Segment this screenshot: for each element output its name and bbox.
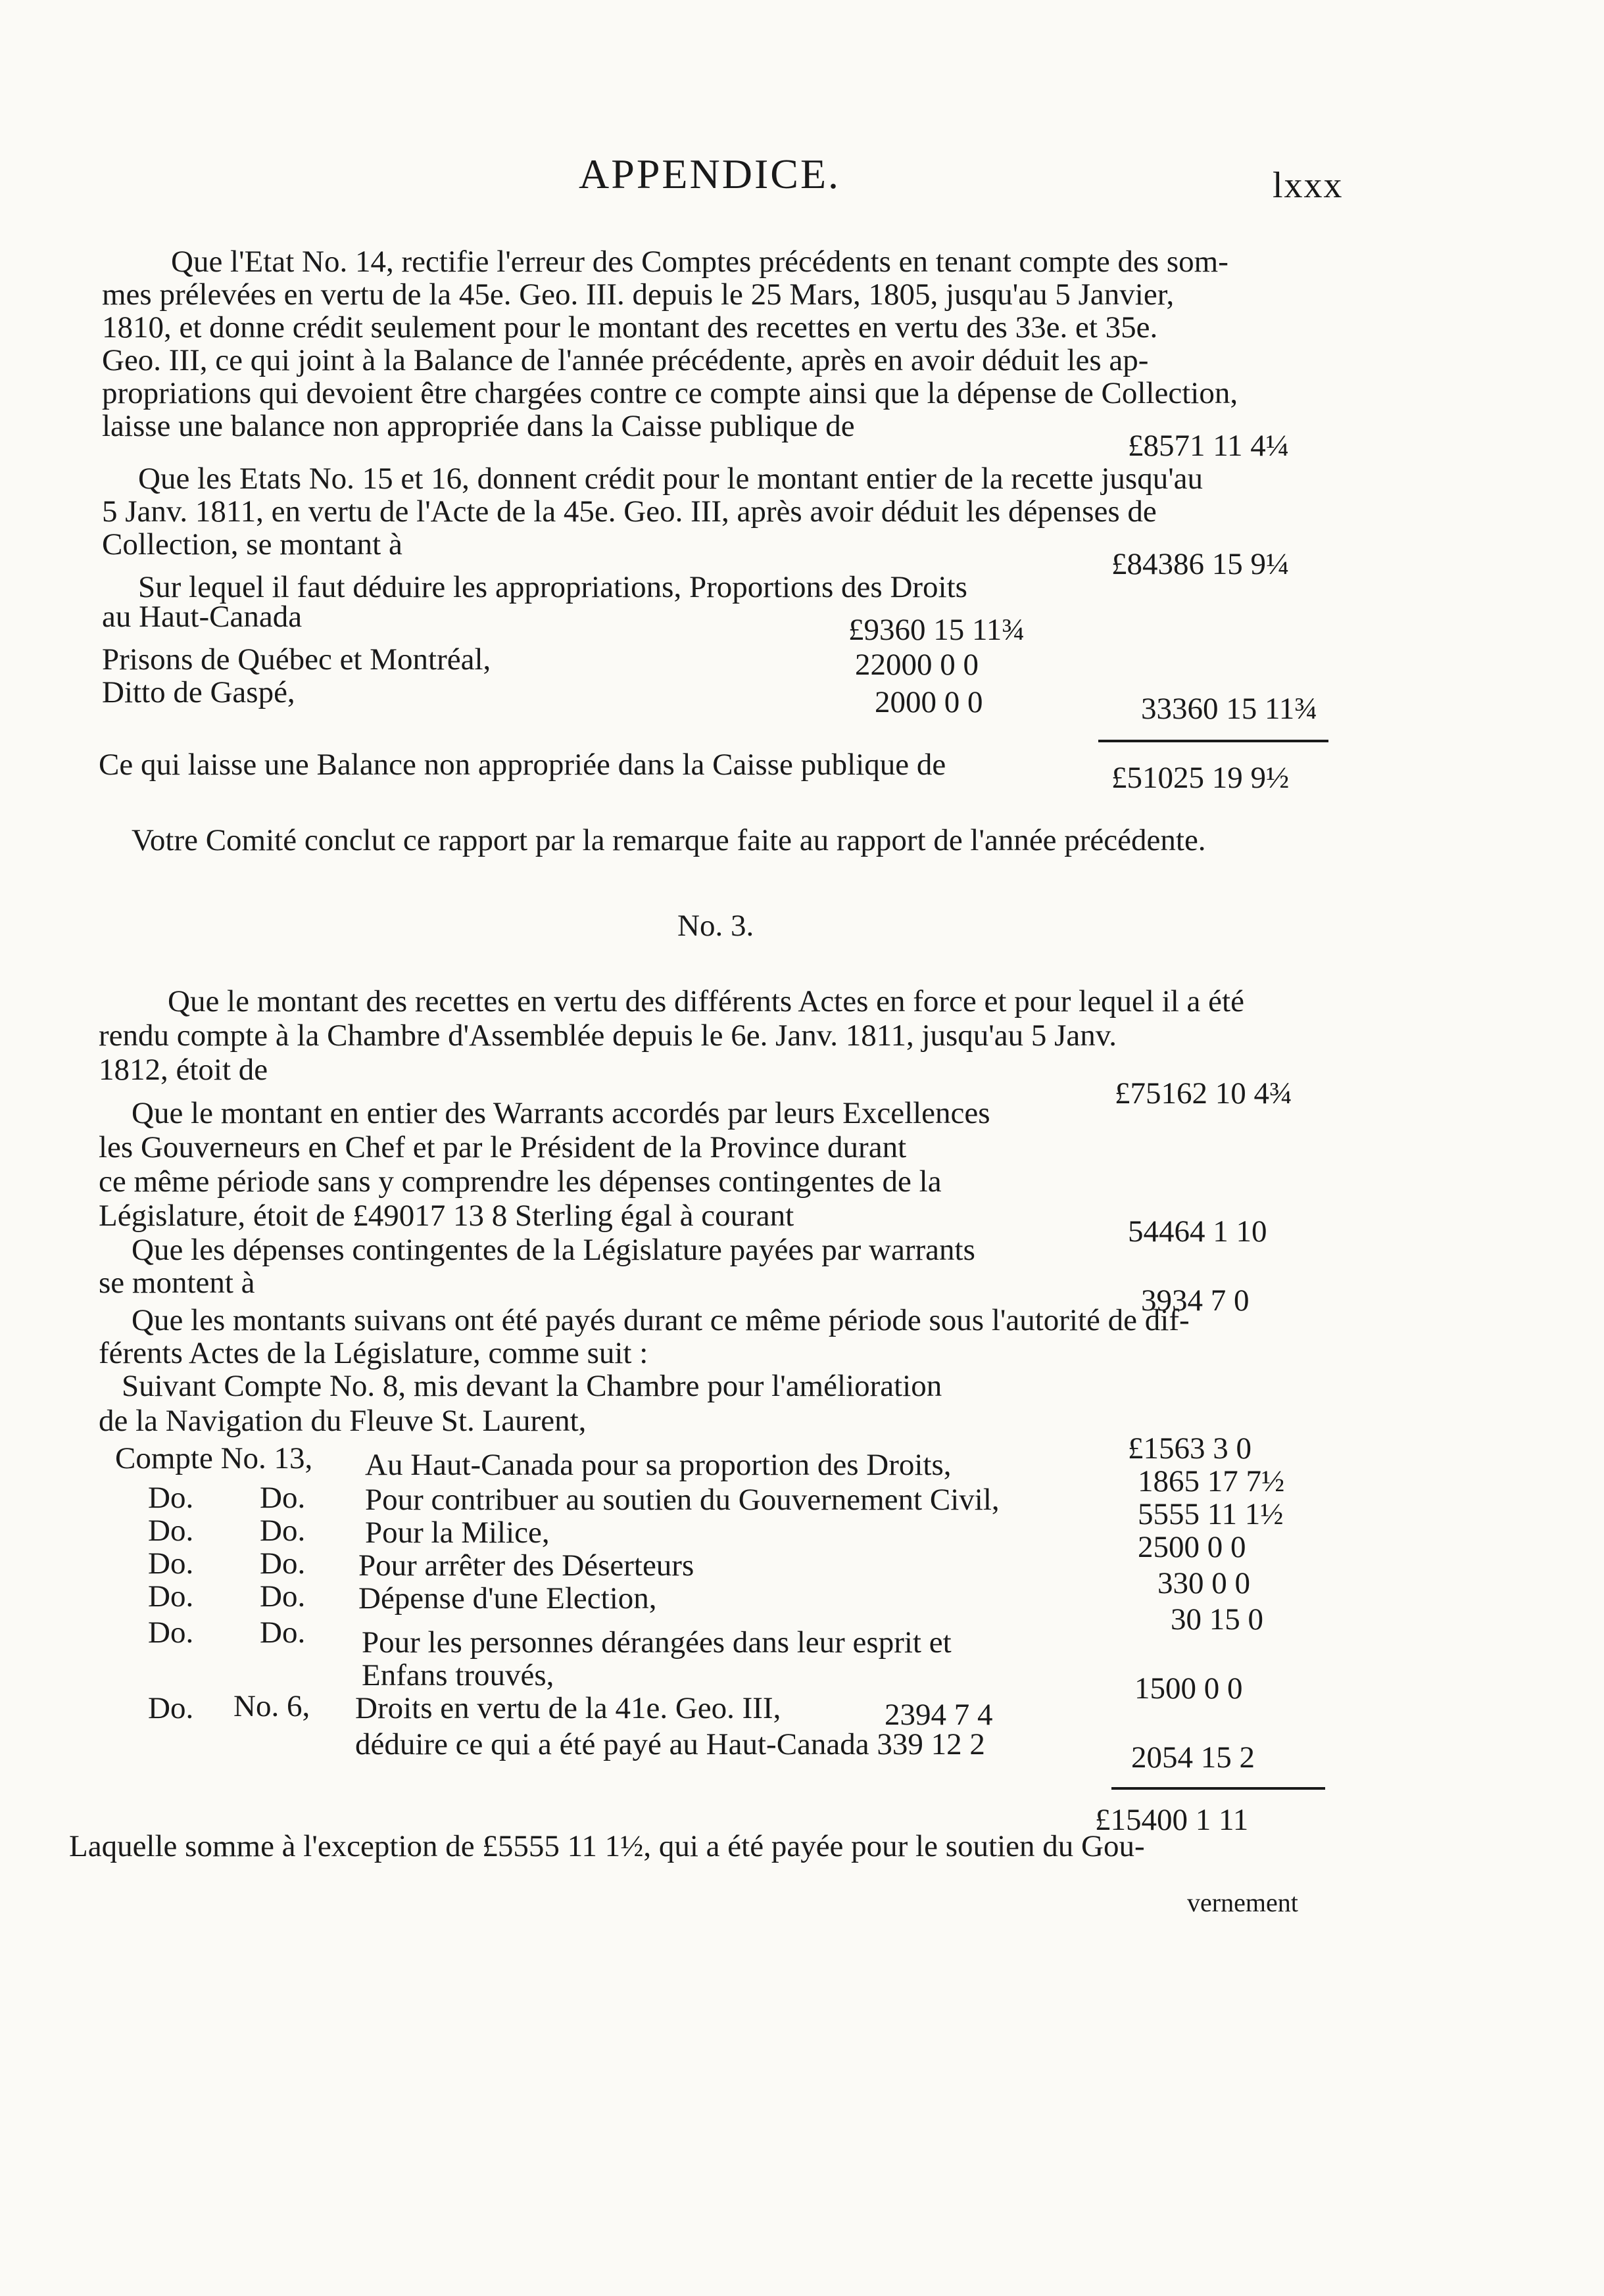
paragraph-line: 1812, étoit de (99, 1053, 268, 1087)
line-label: Prisons de Québec et Montréal, (102, 642, 491, 677)
account-desc: déduire ce qui a été payé au Haut-Canada 339 12 2 (355, 1727, 985, 1761)
amount: 1865 17 7½ (1138, 1464, 1285, 1498)
amount: 30 15 0 (1171, 1602, 1263, 1637)
line-label: Ditto de Gaspé, (102, 675, 295, 709)
amount: 2054 15 2 (1131, 1740, 1255, 1775)
account-ref: Do. (148, 1514, 194, 1548)
paragraph-line: Que le montant en entier des Warrants accordés par leurs Excellences (132, 1096, 990, 1130)
amount: 1500 0 0 (1134, 1671, 1243, 1706)
amount: 2000 0 0 (875, 685, 983, 719)
amount: 2500 0 0 (1138, 1530, 1246, 1564)
paragraph-line: les Gouverneurs en Chef et par le Président de la Province durant (99, 1130, 907, 1164)
account-ref: Do. (260, 1514, 306, 1548)
paragraph-line: de la Navigation du Fleuve St. Laurent, (99, 1404, 587, 1438)
paragraph-line: propriations qui devoient être chargées contre ce compte ainsi que la dépense de Collection, (102, 376, 1238, 410)
account-ref: Do. (148, 1615, 194, 1650)
page-number: lxxx (1273, 165, 1344, 206)
amount: 22000 0 0 (855, 648, 979, 682)
paragraph-line: férents Actes de la Législature, comme suit : (99, 1336, 648, 1370)
amount: £9360 15 11¾ (848, 613, 1025, 647)
section-heading: No. 3. (677, 909, 754, 943)
amount: 5555 11 1½ (1138, 1497, 1284, 1531)
amount: 3934 7 0 (1141, 1283, 1250, 1318)
conclusion-line: Votre Comité conclut ce rapport par la remarque faite au rapport de l'année précédente. (132, 823, 1206, 857)
grand-total: £15400 1 11 (1095, 1803, 1249, 1837)
account-ref: Compte No. 13, (115, 1441, 313, 1475)
amount: £8571 11 4¼ (1128, 429, 1290, 463)
account-desc: Pour arrêter des Déserteurs (358, 1548, 694, 1583)
paragraph-line: Que les montants suivans ont été payés durant ce même période sous l'autorité de dif- (132, 1303, 1190, 1337)
paragraph-line: Sur lequel il faut déduire les appropriations, Proportions des Droits (138, 570, 967, 604)
paragraph-line: Geo. III, ce qui joint à la Balance de l'année précédente, après en avoir déduit les ap- (102, 343, 1149, 377)
amount: £84386 15 9¼ (1111, 547, 1290, 581)
account-ref: Do. (148, 1579, 194, 1614)
paragraph-line: Que le montant des recettes en vertu des différents Actes en force et pour lequel il a été (168, 984, 1244, 1018)
sum-rule (1098, 740, 1328, 742)
account-ref: Do. (148, 1546, 194, 1581)
account-desc: Pour la Milice, (365, 1516, 550, 1550)
amount: 33360 15 11¾ (1141, 692, 1318, 726)
account-desc: Enfans trouvés, (362, 1658, 554, 1692)
paragraph-line: laisse une balance non appropriée dans la Caisse publique de (102, 409, 855, 443)
account-ref: Do. (148, 1691, 194, 1725)
account-desc: Pour les personnes dérangées dans leur esprit et (362, 1625, 952, 1660)
paragraph-line: Que les dépenses contingentes de la Législature payées par warrants (132, 1233, 975, 1267)
paragraph-line: se montent à (99, 1266, 255, 1300)
closing-line: Laquelle somme à l'exception de £5555 11 1½, qui a été payée pour le soutien du Gou- (69, 1829, 1145, 1863)
account-ref: Do. (260, 1546, 306, 1581)
paragraph-line: 1810, et donne crédit seulement pour le montant des recettes en vertu des 33e. et 35e. (102, 310, 1158, 345)
amount: 330 0 0 (1157, 1566, 1250, 1600)
account-ref: Do. (260, 1481, 306, 1515)
account-desc: Droits en vertu de la 41e. Geo. III, (355, 1691, 781, 1725)
paragraph-line: Législature, étoit de £49017 13 8 Sterling égal à courant (99, 1199, 794, 1233)
sum-rule (1111, 1787, 1325, 1790)
account-ref: Do. (260, 1579, 306, 1614)
paragraph-line: Que l'Etat No. 14, rectifie l'erreur des Comptes précédents en tenant compte des som- (171, 245, 1228, 279)
account-desc: Dépense d'une Election, (358, 1581, 657, 1615)
amount: 54464 1 10 (1128, 1214, 1267, 1249)
paragraph-line: Que les Etats No. 15 et 16, donnent crédit pour le montant entier de la recette jusqu'au (138, 462, 1203, 496)
paragraph-line: rendu compte à la Chambre d'Assemblée depuis le 6e. Janv. 1811, jusqu'au 5 Janv. (99, 1018, 1117, 1053)
amount: 2394 7 4 (885, 1698, 993, 1732)
paragraph-line: ce même période sans y comprendre les dépenses contingentes de la (99, 1164, 942, 1199)
page-header-title: APPENDICE. (579, 151, 841, 197)
amount: £1563 3 0 (1128, 1431, 1252, 1466)
account-desc: Au Haut-Canada pour sa proportion des Droits, (365, 1448, 952, 1482)
paragraph-line: au Haut-Canada (102, 600, 303, 634)
account-ref: Do. (260, 1615, 306, 1650)
paragraph-line: Suivant Compte No. 8, mis devant la Chambre pour l'amélioration (122, 1369, 942, 1403)
account-ref: No. 6, (233, 1689, 310, 1723)
paragraph-line: mes prélevées en vertu de la 45e. Geo. III. depuis le 25 Mars, 1805, jusqu'au 5 Janvier, (102, 277, 1175, 312)
account-ref: Do. (148, 1481, 194, 1515)
balance-label: Ce qui laisse une Balance non appropriée dans la Caisse publique de (99, 748, 946, 782)
amount: £75162 10 4¾ (1115, 1076, 1293, 1111)
paragraph-line: Collection, se montant à (102, 527, 402, 562)
paragraph-line: 5 Janv. 1811, en vertu de l'Acte de la 45e. Geo. III, après avoir déduit les dépenses de (102, 494, 1157, 529)
account-desc: Pour contribuer au soutien du Gouvernement Civil, (365, 1483, 1000, 1517)
catchword: vernement (1187, 1888, 1298, 1917)
amount: £51025 19 9½ (1111, 761, 1290, 795)
